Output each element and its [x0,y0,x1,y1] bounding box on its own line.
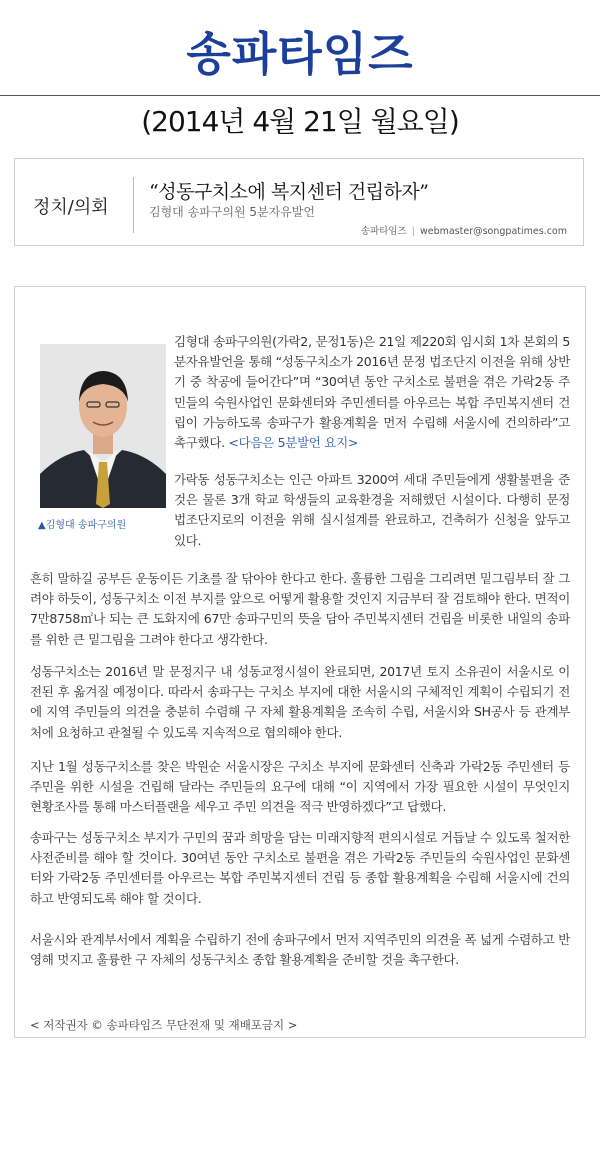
byline-separator: | [411,226,415,237]
portrait-image [40,344,166,508]
reporter-photo [40,344,166,508]
masthead [0,0,600,96]
copyright-notice: < 저작권자 © 송파타임즈 무단전재 및 재배포금지 > [30,1018,298,1032]
article-header [14,158,584,246]
summary-link[interactable]: <다음은 5분발언 요지> [228,435,359,451]
paragraph-3: 흔히 말하길 공부든 운동이든 기초를 잘 닦아야 한다고 한다. 훌륭한 그림을 그리려면 밑그림부터 잘 그려야 하듯이, 성동구치소 이전 부지를 앞으로 어떻게 활용할 것인지 지금부터 잘 검토해야 한다. 면적이 7만8758㎡나 되는 큰 도화지에 67만 송파구민의 뜻을 담아 주민복지센터 건립을 비롯한 내일의 송파를 위한 큰 밑그림을 그려야 한다고 생각한다. [30,571,570,647]
paragraph-4: 성동구치소는 2016년 말 문정지구 내 성동교정시설이 완료되면, 2017년 토지 소유권이 서울시로 이전된 후 옮겨질 예정이다. 따라서 송파구는 구치소 부지에 대한 서울시의 구체적인 계획이 수립되기 전에 지역 주민들의 의견을 충분히 수렴해 구 자체 활용계획을 조속히 수립, 서울시와 SH공사 등 관계부처에 요청하고 관철될 수 있도록 지속적으로 협의해야 한다. [30,664,570,740]
byline [361,223,567,237]
issue-date: (2014년 4월 21일 월요일) [141,105,459,138]
byline-name: 송파타임즈 [360,226,407,237]
header-divider [133,177,134,233]
article-subhead: 김형대 송파구의원 5분자유발언 [149,205,315,219]
photo-caption: ▲김형대 송파구의원 [38,520,127,531]
paragraph-5: 지난 1월 성동구치소를 찾은 박원순 서울시장은 구치소 부지에 문화센터 신축과 가락2동 주민센터 등 주민을 위한 시설을 건립해 달라는 주민들의 요구에 대해 “이 지역에서 가장 필요한 시설이 무엇인지 현황조사를 통해 마스터플랜을 세우고 주민 의견을 적극 반영하겠다”고 답했다. [30,759,570,815]
byline-email[interactable]: webmaster@songpatimes.com [419,226,567,237]
paragraph-1 [174,332,570,453]
paragraph-6: 송파구는 성동구치소 부지가 구민의 꿈과 희망을 담는 미래지향적 편의시설로 거듭날 수 있도록 철저한 사전준비를 해야 할 것이다. 30여년 동안 구치소로 불편을 겪은 가락2동 주민들의 숙원사업인 문화센터와 가락2동 주민센터를 아우르는 복합 주민복지센터 건립 등 종합 활용계획을 수립해 서울시에 건의하고 반영되도록 해야 할 것이다. [30,830,570,906]
paragraph-2: 가락동 성동구치소는 인근 아파트 3200여 세대 주민들에게 생활불편을 준 것은 물론 3개 학교 학생들의 교육환경을 저해했던 시설이다. 다행히 문정 법조단지로의 이전을 위해 실시설계를 완료하고, 건축허가 신청을 앞두고 있다. [174,472,570,548]
site-logo[interactable]: 송파타임즈 [186,27,414,81]
masthead-divider [0,95,600,96]
paragraph-7: 서울시와 관계부서에서 계획을 수립하기 전에 송파구에서 먼저 지역주민의 의견을 폭 넓게 수렴하고 반영해 멋지고 훌륭한 구 자체의 성동구치소 종합 활용계획을 준비할 것을 촉구한다. [30,932,570,968]
article-headline: “성동구치소에 복지센터 건립하자” [149,181,429,203]
paragraph-1-text: 김형대 송파구의원(가락2, 문정1동)은 21일 제220회 임시회 1차 본회의 5분자유발언을 통해 “성동구치소가 2016년 문정 법조단지 이전을 위해 상반기 중 착공에 들어간다”며 “30여년 동안 구치소로 불편을 겪은 가락2동 주민들의 숙원사업인 문화센터와 주민센터를 아우르는 복합 주민복지센터 건립이 가능하도록 송파구가 활용계획을 먼저 수립해 서울시에 건의하라”고 촉구했다. [174,334,570,451]
section-label[interactable]: 정치/의회 [33,197,109,218]
